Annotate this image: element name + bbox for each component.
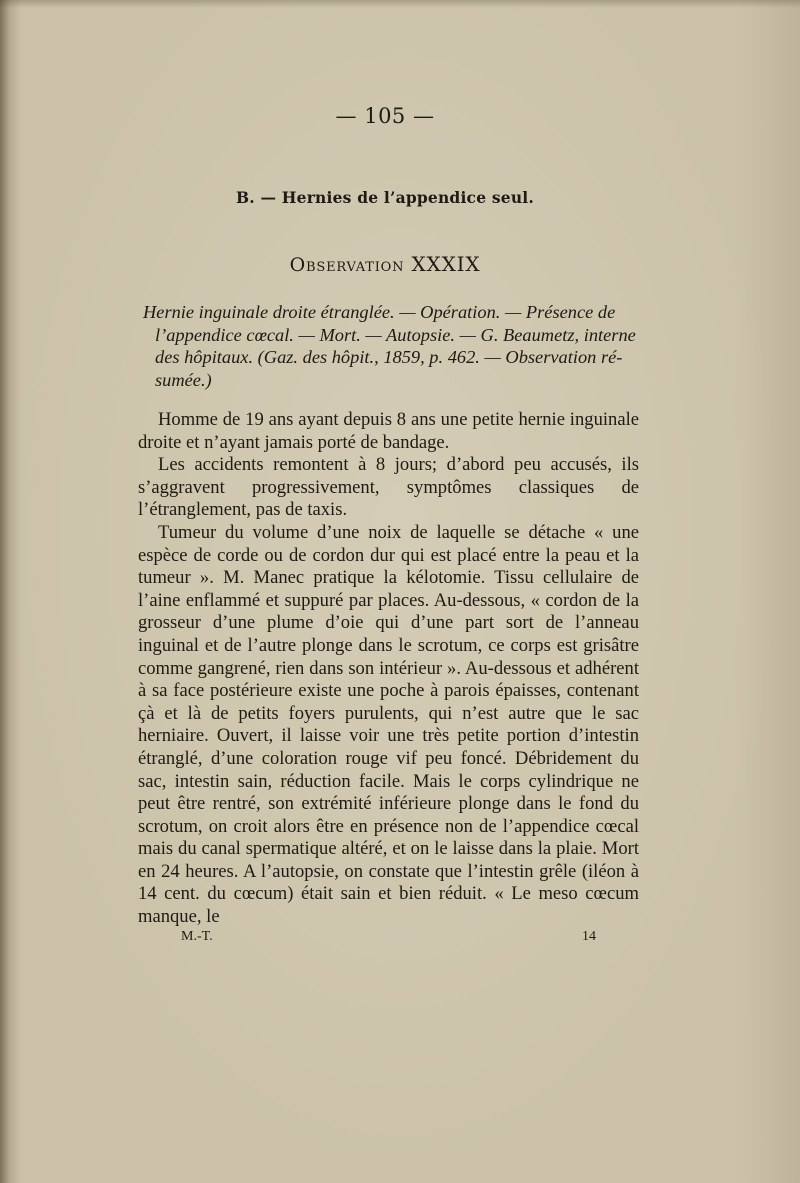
observation-number: XXXIX xyxy=(411,252,481,276)
page-number: — 105 — xyxy=(335,104,435,128)
summary-line: des hôpitaux. (Gaz. des hôpit., 1859, p. 462. — Observation ré- xyxy=(155,347,623,367)
observation-summary xyxy=(131,301,639,391)
paragraph: Homme de 19 ans ayant depuis 8 ans une petite hernie inguinale droite et n’ayant jamais porté de bandage. xyxy=(138,409,639,453)
observation-label: Observation xyxy=(289,254,405,276)
printer-signature: M.-T. xyxy=(181,929,213,944)
summary-line: Hernie inguinale droite étranglée. — Opération. — Présence de xyxy=(143,302,616,322)
paragraph: Les accidents remontent à 8 jours; d’abord peu accusés, ils s’aggravent progressivement, symptômes classiques de l’étranglement, pas de taxis. xyxy=(138,454,639,521)
page-edge-shading xyxy=(740,0,800,1183)
summary-line: l’appendice cœcal. — Mort. — Autopsie. — G. Beaumetz, interne xyxy=(155,324,636,345)
paragraph: Tumeur du volume d’une noix de laquelle se détache « une espèce de corde ou de cordon dur qui est placé entre la peau et la tumeur ». M. Manec pratique la kélotomie. Tissu cellulaire de l’aine enflammé et suppuré par places. Au-dessous, « cordon de la grosseur d’une plume d’oie qui d’une part sort de l’anneau inguinal et de l’autre plonge dans le scrotum, ce corps est grisâtre comme gangrené, rien dans son intérieur ». Au-dessous et adhérent à sa face postérieure existe une poche à parois épaisses, contenant çà et là de petits foyers purulents, qui n’est autre que le sac herniaire. Ouvert, il laisse voir une très petite portion d’intestin étranglé, d’une coloration rouge vif peu foncé. Débridement du sac, intestin sain, réduction facile. Mais le corps cylindrique ne peut être rentré, son extrémité inférieure plonge dans le fond du scrotum, on croit alors être en présence non de l’appendice cœcal mais du canal spermatique altéré, et on le laisse dans la plaie. Mort en 24 heures. A l’autopsie, on constate que l’intestin grêle (iléon à 14 cent. du cœcum) était sain et bien réduit. « Le meso cœcum manque, le xyxy=(138,521,639,928)
observation-body xyxy=(138,409,639,929)
observation-heading xyxy=(0,252,770,276)
summary-line: sumée.) xyxy=(155,369,212,390)
section-heading: B. — Hernies de l’appendice seul. xyxy=(236,188,534,207)
sheet-number: 14 xyxy=(582,929,596,944)
